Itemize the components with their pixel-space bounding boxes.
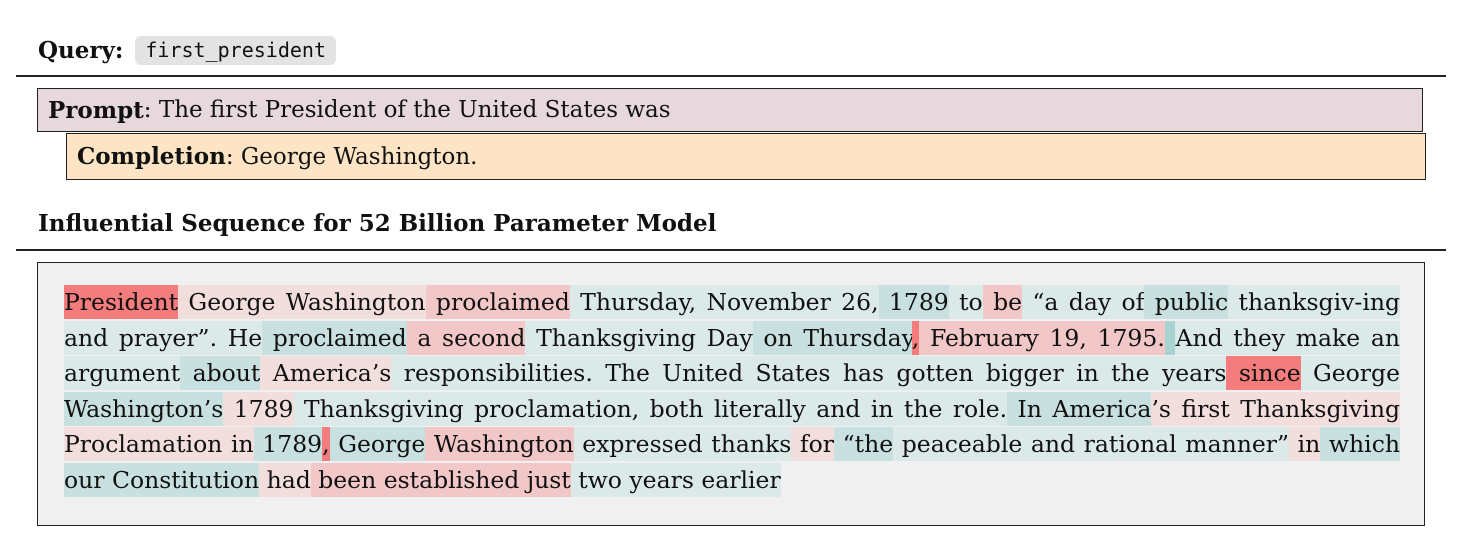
sequence-token: 1789 (223, 392, 293, 426)
prompt-box (37, 88, 1423, 132)
sequence-token: two years earlier (571, 463, 781, 497)
sequence-token: “a day of (1022, 285, 1144, 319)
sequence-token (1165, 321, 1176, 355)
sequence-token: In America (1007, 392, 1151, 426)
sequence-token: on Thursday (753, 321, 912, 355)
prompt-label: Prompt (48, 96, 144, 124)
sequence-token: about (180, 356, 260, 390)
sequence-token: and prayer”. (64, 321, 217, 355)
sequence-token: proclaimed (426, 285, 570, 319)
section-divider (16, 249, 1446, 251)
sequence-token: responsibilities. The United States has gotten bigger in the years (391, 356, 1226, 390)
sequence-token: Washington’s (64, 392, 223, 426)
sequence-token: proclaimed (262, 321, 407, 355)
sequence-token: Thanksgiving proclamation, (294, 392, 640, 426)
sequence-token: thanksgiv-​ing (1228, 285, 1400, 319)
sequence-token: George Washington (178, 285, 426, 319)
prompt-text: : The first President of the United States was (143, 97, 671, 123)
sequence-token: had (259, 463, 311, 497)
sequence-token: America’s (260, 356, 391, 390)
sequence-token: been established (311, 463, 520, 497)
sequence-token: 1789 (254, 427, 322, 461)
sequence-token: , (912, 321, 919, 355)
sequence-token: Thanksgiving Day (525, 321, 752, 355)
sequence-token: be (983, 285, 1022, 319)
query-row (38, 36, 336, 65)
query-value: first_president (135, 36, 336, 65)
sequence-token: George (330, 427, 426, 461)
sequence-token: make an argument (64, 321, 1400, 391)
sequence-token: And they (1175, 321, 1285, 355)
sequence-token: ’s (1151, 392, 1171, 426)
section-title: Influential Sequence for 52 Billion Parameter Model (38, 210, 717, 237)
sequence-token: George (1301, 356, 1400, 390)
sequence-token: for (791, 427, 834, 461)
sequence-token: February 19, 1795. (919, 321, 1165, 355)
sequence-token: Washington (425, 427, 573, 461)
sequence-token: which our Constitution (64, 427, 1400, 497)
sequence-token: , (322, 427, 329, 461)
influential-sequence-box (37, 262, 1425, 526)
sequence-token: He (217, 321, 262, 355)
sequence-token: “the (834, 427, 893, 461)
sequence-token: President (64, 285, 178, 319)
completion-box (66, 133, 1426, 180)
sequence-token: first Thanksgiving Proclamation in (64, 392, 1400, 462)
sequence-token: both literally and in the role. (639, 392, 1007, 426)
sequence-token: 1789 (879, 285, 949, 319)
sequence-token: in (1289, 427, 1320, 461)
sequence-token: since (1226, 356, 1300, 390)
sequence-token: to (949, 285, 983, 319)
influential-sequence-text (64, 285, 1400, 498)
sequence-token: Thursday, November 26, (570, 285, 879, 319)
query-divider (16, 75, 1446, 77)
sequence-token: peaceable and rational manner” (893, 427, 1289, 461)
sequence-token: just (519, 463, 570, 497)
sequence-token: public (1144, 285, 1228, 319)
completion-label: Completion (77, 143, 226, 170)
sequence-token: a second (407, 321, 526, 355)
query-label: Query: (38, 37, 124, 64)
sequence-token: expressed thanks (574, 427, 792, 461)
completion-text: : George Washington. (225, 143, 478, 170)
